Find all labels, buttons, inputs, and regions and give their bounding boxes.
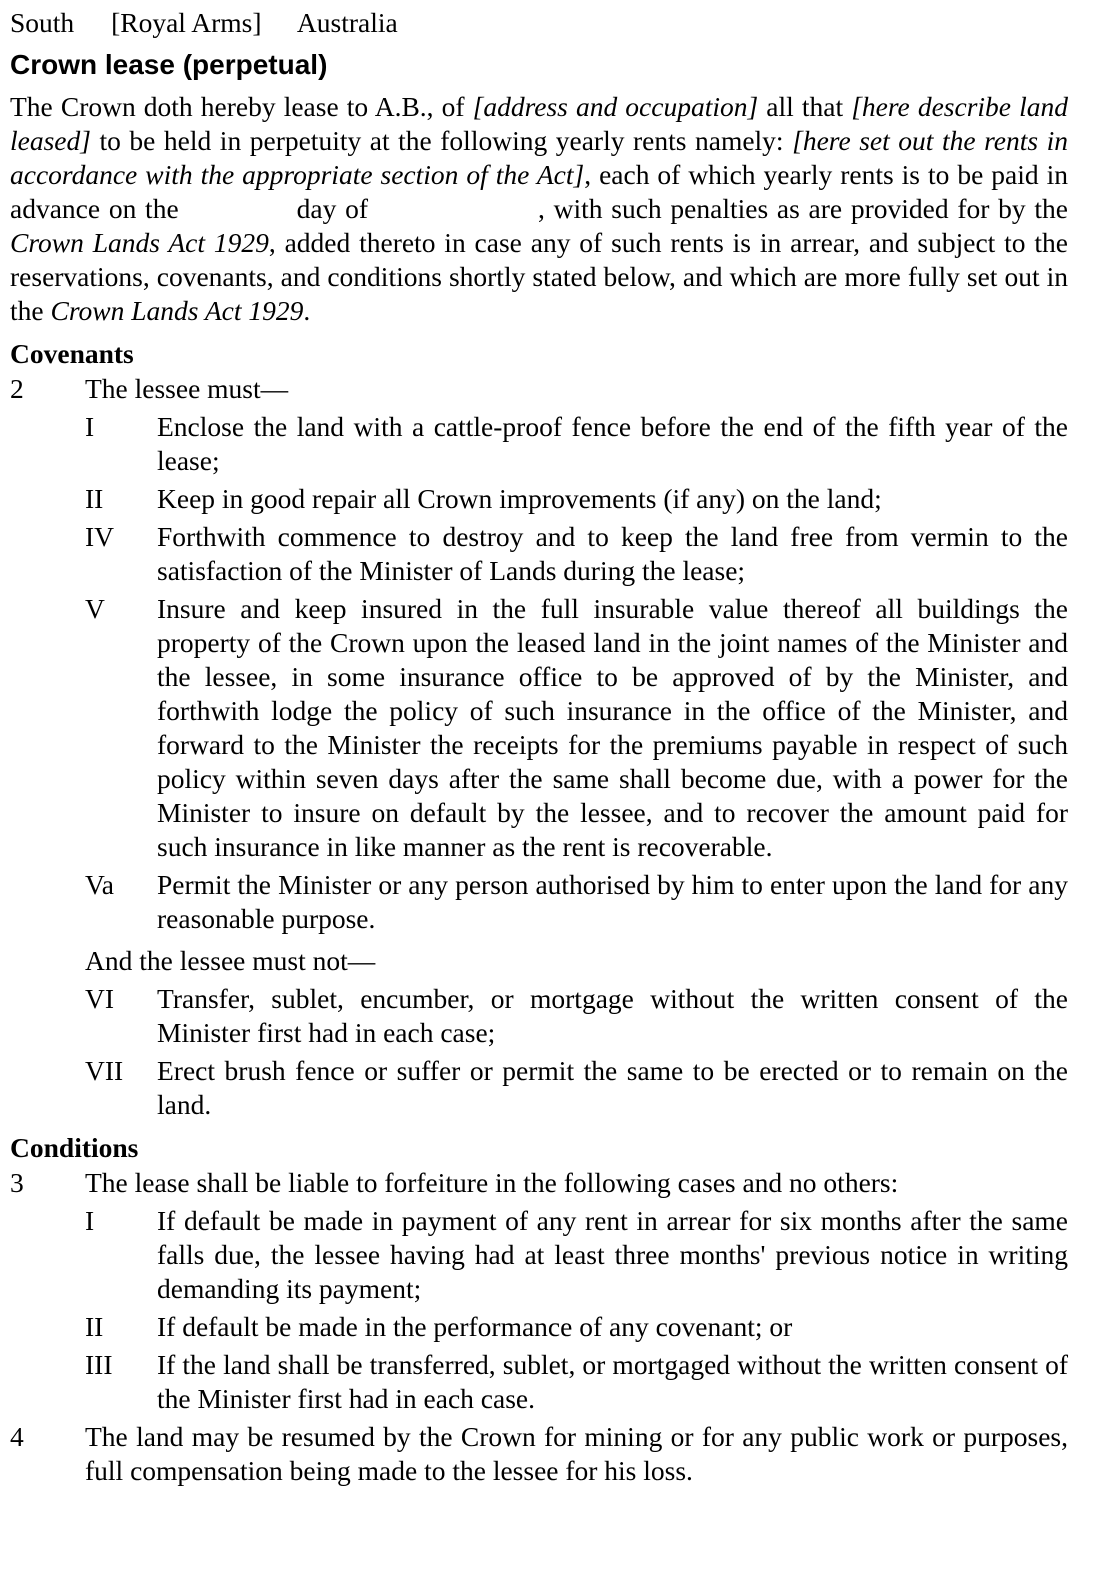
item-number: VI [85,983,115,1014]
opening-text: day of [296,193,369,224]
item-text: Permit the Minister or any person authorised by him to enter upon the land for any reasonable purpose. [157,869,1068,934]
list-item [85,982,1068,1050]
list-item [85,520,1068,588]
list-item [85,868,1068,936]
clause-number: 3 [10,1167,24,1198]
document-title: Crown lease (perpetual) [10,49,328,80]
item-text: Keep in good repair all Crown improvements (if any) on the land; [157,483,882,514]
opening-placeholder-land: [here describe land leased] [10,91,1068,156]
item-number: VII [85,1055,124,1086]
item-text: Enclose the land with a cattle-proof fence before the end of the fifth year of the lease; [157,411,1068,476]
opening-act-reference: Crown Lands Act 1929 [50,295,304,326]
list-item [85,1204,1068,1306]
list-item [85,1310,1068,1344]
item-text: If default be made in the performance of any covenant; or [157,1311,793,1342]
item-number: V [85,593,105,624]
item-number: III [85,1349,113,1380]
opening-placeholder-rents: [here set out the rents in accordance with the appropriate section of the Act] [10,125,1069,190]
opening-placeholder-address: [address and occupation] [472,91,759,122]
item-number: Va [85,869,115,900]
clause-number: 2 [10,373,24,404]
item-number: IV [85,521,115,552]
header-state-south: South [10,7,75,38]
item-text: Forthwith commence to destroy and to keep the land free from vermin to the satisfaction of the Minister of Lands during the lease; [157,521,1068,586]
item-number: I [85,1205,95,1236]
clause-text: The land may be resumed by the Crown for mining or for any public work or purposes, full compensation being made to the lessee for his loss. [85,1421,1068,1486]
item-text: If the land shall be transferred, sublet, or mortgaged without the written consent of the Minister first had in each case. [157,1349,1068,1414]
opening-text: . [303,295,311,326]
item-number: I [85,411,95,442]
opening-text: The Crown doth hereby lease to A.B., of [10,91,473,122]
item-text: Transfer, sublet, encumber, or mortgage without the written consent of the Minister first had in each case; [157,983,1068,1048]
clause-2 [10,372,1068,406]
item-text: If default be made in payment of any rent in arrear for six months after the same falls due, the lessee having had at least three months' previous notice in writing demanding its payment; [157,1205,1068,1304]
document-header [10,4,1068,42]
clause-3 [10,1166,1068,1200]
opening-text: , with such penalties as are provided for by the [538,193,1068,224]
header-royal-arms: [Royal Arms] [111,7,262,38]
opening-act-reference: Crown Lands Act 1929 [10,227,269,258]
clause-number: 4 [10,1421,24,1452]
item-text: Erect brush fence or suffer or permit the same to be erected or to remain on the land. [157,1055,1068,1120]
item-number: II [85,483,104,514]
list-item [85,482,1068,516]
covenants-negative-intro: And the lessee must not— [85,945,376,976]
document-page [10,4,1068,1492]
header-state-australia: Australia [296,7,398,38]
clause-intro: The lessee must— [85,373,289,404]
list-item [85,592,1068,864]
clause-intro: The lease shall be liable to forfeiture in the following cases and no others: [85,1167,899,1198]
opening-text: to be held in perpetuity at the following yearly rents namely: [90,125,793,156]
list-item [85,410,1068,478]
list-item [85,1054,1068,1122]
opening-text: all that [758,91,852,122]
clause-4 [10,1420,1068,1488]
opening-text: , added thereto in case any of such rents is in arrear, and subject to the reservations, covenants, and conditions shortly stated below, and which are more fully set out in the [10,227,1068,326]
item-number: II [85,1311,104,1342]
conditions-heading: Conditions [10,1132,139,1163]
item-text: Insure and keep insured in the full insurable value thereof all buildings the property of the Crown upon the leased land in the joint names of the Minister and the lessee, in some insurance office to be approved of by the Minister, and forthwith lodge the policy of such insurance in the office of the Minister, and forward to the Minister the receipts for the premiums payable in respect of such policy within seven days after the same shall become due, with a power for the Minister to insure on default by the lessee, and to recover the amount paid for such insurance in like manner as the rent is recoverable. [157,593,1068,862]
covenants-heading: Covenants [10,338,134,369]
opening-paragraph [10,90,1068,328]
opening-text: , each of which yearly rents is to be paid in advance on the [10,159,1068,224]
list-item [85,1348,1068,1416]
